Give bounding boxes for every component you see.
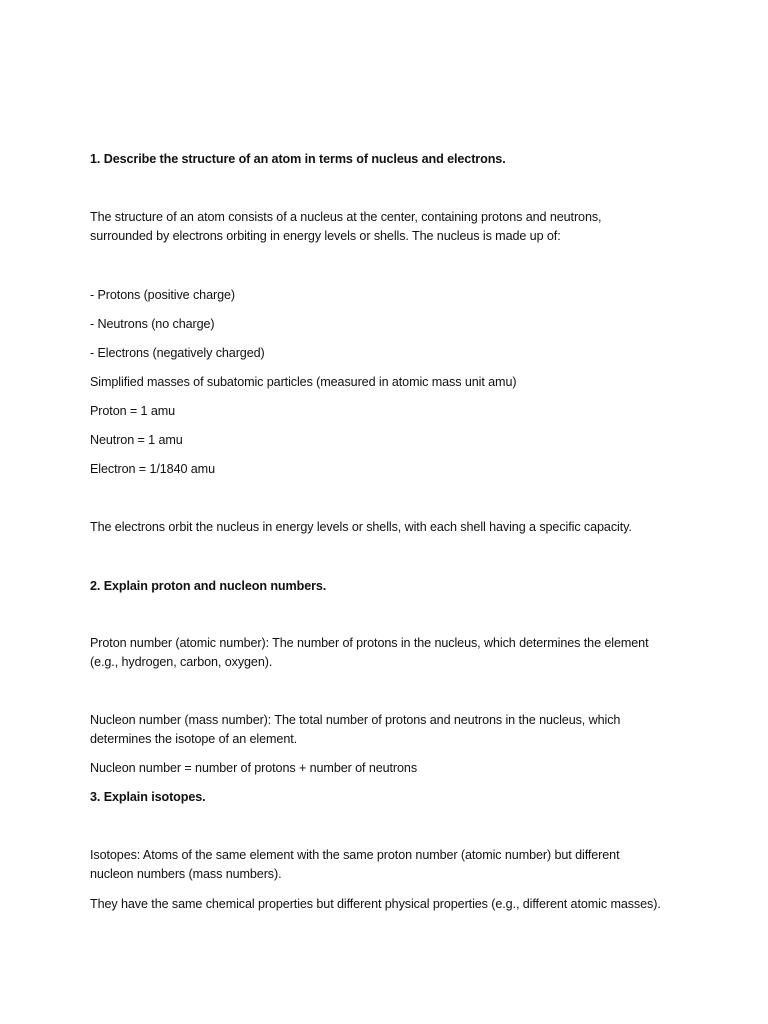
q1-paragraph-line-1: The structure of an atom consists of a nucleus at the center, containing protons and neutrons, bbox=[90, 210, 602, 224]
isotopes-properties: They have the same chemical properties but different physical properties (e.g., different atomic masses). bbox=[90, 897, 661, 911]
masses-intro: Simplified masses of subatomic particles (measured in atomic mass unit amu) bbox=[90, 375, 517, 389]
nucleon-formula: Nucleon number = number of protons + number of neutrons bbox=[90, 761, 418, 775]
proton-number-line-1: Proton number (atomic number): The number of protons in the nucleus, which determines the element bbox=[90, 636, 649, 650]
isotopes-line-2: nucleon numbers (mass numbers). bbox=[90, 867, 282, 881]
isotopes-line-1: Isotopes: Atoms of the same element with the same proton number (atomic number) but different bbox=[90, 848, 620, 862]
bullet-electrons: - Electrons (negatively charged) bbox=[90, 346, 265, 360]
proton-number-line-2: (e.g., hydrogen, carbon, oxygen). bbox=[90, 655, 273, 669]
mass-electron: Electron = 1/1840 amu bbox=[90, 462, 215, 476]
question-3-heading: 3. Explain isotopes. bbox=[90, 790, 206, 804]
bullet-neutrons: - Neutrons (no charge) bbox=[90, 317, 215, 331]
nucleon-number-line-1: Nucleon number (mass number): The total number of protons and neutrons in the nucleus, which bbox=[90, 713, 621, 727]
nucleon-number-line-2: determines the isotope of an element. bbox=[90, 732, 298, 746]
orbit-sentence: The electrons orbit the nucleus in energy levels or shells, with each shell having a specific capacity. bbox=[90, 520, 632, 534]
bullet-protons: - Protons (positive charge) bbox=[90, 288, 235, 302]
question-2-heading: 2. Explain proton and nucleon numbers. bbox=[90, 579, 327, 593]
q1-paragraph-line-2: surrounded by electrons orbiting in energy levels or shells. The nucleus is made up of: bbox=[90, 229, 561, 243]
mass-proton: Proton = 1 amu bbox=[90, 404, 176, 418]
question-1-heading: 1. Describe the structure of an atom in terms of nucleus and electrons. bbox=[90, 152, 506, 166]
mass-neutron: Neutron = 1 amu bbox=[90, 433, 183, 447]
